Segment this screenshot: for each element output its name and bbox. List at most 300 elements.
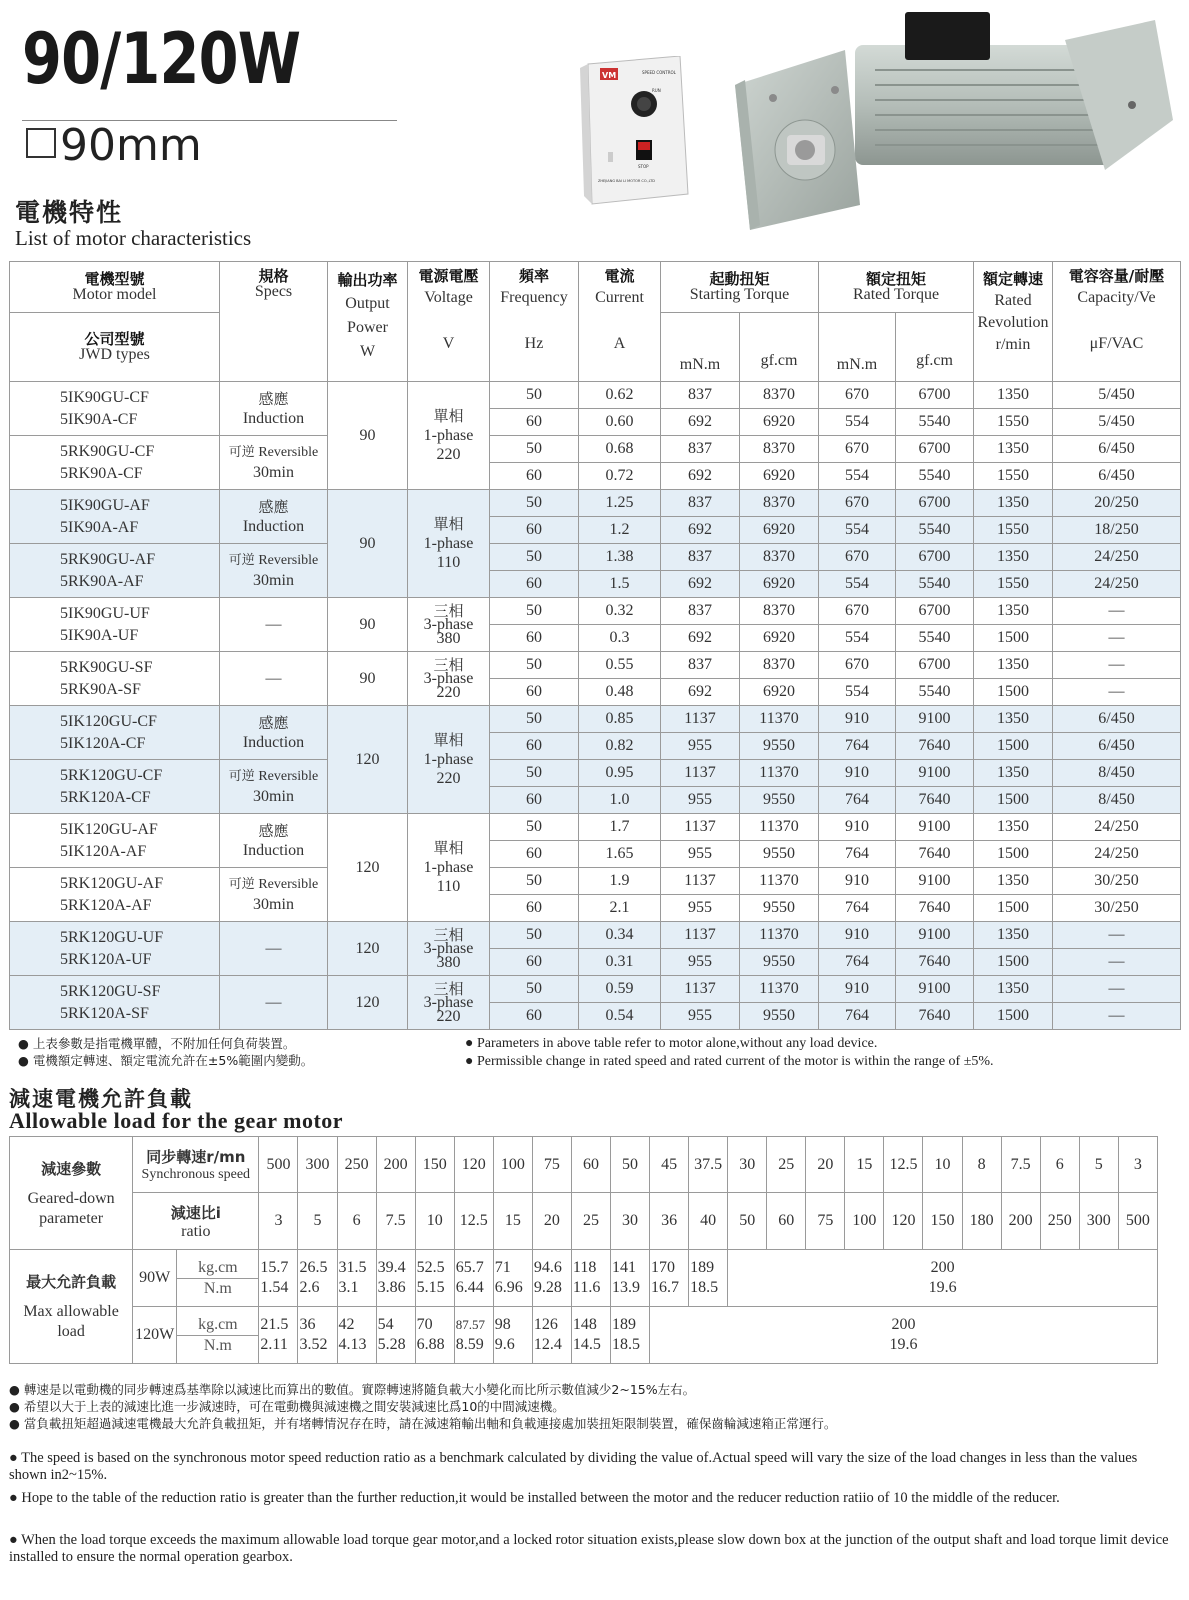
motor-characteristics-table (9, 261, 1181, 1030)
frequency-cell: 60 (490, 571, 579, 598)
start-mnm-cell: 955 (661, 1003, 740, 1030)
start-mnm-cell: 692 (661, 409, 740, 436)
start-gfcm-cell: 11370 (740, 976, 819, 1003)
frequency-cell: 50 (490, 868, 579, 895)
load-kgcm: 170 (651, 1259, 676, 1276)
voltage-value: 110 (436, 878, 461, 895)
load-row (10, 1307, 1158, 1364)
specs-cell: — (220, 922, 328, 976)
start-gfcm-cell: 6920 (740, 463, 819, 490)
ratio-value: 12.5 (454, 1193, 493, 1250)
start-mnm-cell: 955 (661, 841, 740, 868)
current-cell: 0.85 (579, 706, 661, 733)
rated-mnm-cell: 910 (819, 706, 896, 733)
max-load-cell (10, 1250, 133, 1364)
sync-speed-value: 300 (298, 1137, 337, 1193)
load-kgcm: 54 (377, 1316, 394, 1333)
capacity-cell: 24/250 (1053, 841, 1181, 868)
current-cell: 0.62 (579, 382, 661, 409)
load-value (571, 1307, 610, 1364)
start-gfcm-cell: 9550 (740, 1003, 819, 1030)
model-name: 5RK90GU-SF (60, 658, 153, 676)
rated-gfcm-cell: 6700 (896, 382, 974, 409)
start-gfcm-cell: 8370 (740, 436, 819, 463)
frequency-cell: 50 (490, 814, 579, 841)
spec-time: 30min (253, 464, 294, 481)
note-en-1: Parameters in above table refer to motor alone,without any load device. (476, 1036, 878, 1051)
table-row (10, 382, 1181, 409)
model-name: 5IK90A-CF (60, 410, 138, 428)
voltage-value: 220 (436, 446, 461, 463)
bnote-zh-2: 希望以大于上表的減速比進一步減速時，可在電動機與減速機之間安裝減速比爲10的中間減速機。 (23, 1399, 565, 1414)
rated-gfcm-cell: 5540 (896, 625, 974, 652)
load-nm: 4.13 (338, 1336, 367, 1353)
start-gfcm-cell: 9550 (740, 733, 819, 760)
table-row (10, 760, 1181, 787)
ratio-value: 5 (298, 1193, 337, 1250)
page-title: 90/120W (22, 18, 301, 100)
model-cell (10, 922, 220, 976)
brand-logo-text: VM (602, 71, 617, 80)
frequency-cell: 60 (490, 841, 579, 868)
table-row (10, 598, 1181, 625)
sync-speed-value: 200 (376, 1137, 415, 1193)
start-mnm-cell: 1137 (661, 760, 740, 787)
voltage-cell (408, 922, 490, 976)
voltage-cell (408, 490, 490, 598)
load-power: 120W (133, 1307, 177, 1364)
voltage-cell (408, 814, 490, 922)
capacity-cell: 30/250 (1053, 895, 1181, 922)
load-rest (650, 1307, 1158, 1364)
model-name: 5IK120GU-CF (60, 712, 157, 730)
load-value (493, 1250, 532, 1307)
model-name: 5IK90GU-CF (60, 388, 149, 406)
start-mnm-cell: 1137 (661, 706, 740, 733)
header-specs: 規格 Specs (220, 262, 328, 382)
capacity-cell: — (1053, 976, 1181, 1003)
load-nm: 18.5 (690, 1279, 719, 1296)
sync-speed-value: 120 (454, 1137, 493, 1193)
current-cell: 0.48 (579, 679, 661, 706)
speed-cell: 1350 (974, 436, 1053, 463)
frequency-cell: 50 (490, 760, 579, 787)
load-kgcm: 189 (690, 1259, 715, 1276)
load-nm: 1.54 (260, 1279, 289, 1296)
bottom-notes-zh: ● 轉速是以電動機的同步轉速爲基準除以減速比而算出的數值。實際轉速將隨負載大小變化而比所示數值減少2~15%左右。 ● 希望以大于上表的減速比進一步減速時，可在電動機與減速機之間安裝減速比爲10的中間減速機。 ● 當負載扭矩超過減速電機最大允許負載扭矩，并有堵轉情況存在時，請在減速箱輸出軸和負載連接處加裝扭矩限制裝置，確保齒輪減速箱正常運行。 (9, 1382, 837, 1431)
sync-speed-value: 50 (610, 1137, 649, 1193)
current-cell: 0.54 (579, 1003, 661, 1030)
start-gfcm-cell: 8370 (740, 652, 819, 679)
load-value (689, 1250, 728, 1307)
frequency-cell: 60 (490, 1003, 579, 1030)
ratio-value: 500 (1118, 1193, 1157, 1250)
model-name: 5RK120GU-CF (60, 766, 163, 784)
capacity-cell: — (1053, 652, 1181, 679)
start-mnm-cell: 837 (661, 652, 740, 679)
load-value (298, 1250, 337, 1307)
frequency-cell: 50 (490, 652, 579, 679)
model-cell (10, 976, 220, 1030)
load-rest-kgcm: 200 (930, 1259, 955, 1276)
model-name: 5IK120A-CF (60, 734, 146, 752)
spec-en: Induction (242, 733, 305, 751)
sync-speed-value: 8 (962, 1137, 1001, 1193)
ratio-value: 250 (1040, 1193, 1079, 1250)
table-row (10, 976, 1181, 1003)
capacity-cell: 6/450 (1053, 436, 1181, 463)
load-value (650, 1250, 689, 1307)
ratio-value: 7.5 (376, 1193, 415, 1250)
model-cell (10, 544, 220, 598)
ratio-value: 50 (728, 1193, 767, 1250)
load-value (259, 1307, 298, 1364)
header-voltage: 電源電壓 Voltage V (408, 262, 490, 382)
start-mnm-cell: 1137 (661, 868, 740, 895)
spec-zh: 可逆 (228, 445, 255, 460)
start-mnm-cell: 692 (661, 679, 740, 706)
load-kgcm: 26.5 (299, 1259, 328, 1276)
rated-gfcm-cell: 6700 (896, 544, 974, 571)
bottom-notes-en-1: ● The speed is based on the synchronous motor speed reduction ratio as a benchmark calculated by dividing the value of.Actual speed will vary the size of the load changes in less than the values shown in2~15%. (9, 1450, 1138, 1483)
spec-reversible (220, 442, 327, 463)
load-value (454, 1307, 493, 1364)
model-name: 5IK90A-AF (60, 518, 139, 536)
load-value (415, 1307, 454, 1364)
header-start-gfcm: gf.cm (740, 313, 819, 382)
spec-en: Reversible (254, 877, 319, 892)
frequency-cell: 50 (490, 598, 579, 625)
model-name: 5RK120GU-AF (60, 874, 164, 892)
sync-speed-value: 100 (493, 1137, 532, 1193)
load-nm: 11.6 (572, 1279, 601, 1296)
current-cell: 0.32 (579, 598, 661, 625)
ratio-value: 75 (806, 1193, 845, 1250)
sync-speed-value: 12.5 (884, 1137, 923, 1193)
speed-cell: 1350 (974, 382, 1053, 409)
header-jwd: 公司型號 JWD types (10, 313, 220, 382)
speed-cell: 1550 (974, 409, 1053, 436)
capacity-cell: 20/250 (1053, 490, 1181, 517)
frequency-cell: 60 (490, 409, 579, 436)
speed-cell: 1350 (974, 976, 1053, 1003)
load-nm: 3.86 (377, 1279, 406, 1296)
load-kgcm: 71 (494, 1259, 511, 1276)
frequency-cell: 60 (490, 625, 579, 652)
start-mnm-cell: 955 (661, 733, 740, 760)
rated-gfcm-cell: 7640 (896, 895, 974, 922)
frequency-cell: 60 (490, 895, 579, 922)
rated-mnm-cell: 764 (819, 841, 896, 868)
load-units (177, 1250, 259, 1307)
table-row (10, 706, 1181, 733)
model-name: 5RK90GU-CF (60, 442, 155, 460)
capacity-cell: 30/250 (1053, 868, 1181, 895)
ratio-value: 10 (415, 1193, 454, 1250)
current-cell: 1.0 (579, 787, 661, 814)
load-value (571, 1250, 610, 1307)
capacity-cell: — (1053, 598, 1181, 625)
spec-zh: 感應 (258, 389, 289, 408)
spec-en: Reversible (254, 769, 319, 784)
spec-time: 30min (253, 572, 294, 589)
unit-nm: N.m (177, 1278, 258, 1299)
load-rest-nm: 19.6 (928, 1279, 957, 1296)
speed-cell: 1500 (974, 1003, 1053, 1030)
speed-cell: 1500 (974, 787, 1053, 814)
power-cell: 90 (328, 598, 408, 652)
speed-cell: 1500 (974, 895, 1053, 922)
current-cell: 0.59 (579, 976, 661, 1003)
current-cell: 0.31 (579, 949, 661, 976)
voltage-phase: 3-phase (423, 669, 474, 687)
current-cell: 0.82 (579, 733, 661, 760)
spec-reversible (220, 766, 327, 787)
spec-time: 30min (253, 788, 294, 805)
rated-mnm-cell: 670 (819, 382, 896, 409)
spec-zh: 感應 (258, 713, 289, 732)
header-current: 電流 Current A (579, 262, 661, 382)
capacity-cell: 24/250 (1053, 544, 1181, 571)
current-cell: 0.55 (579, 652, 661, 679)
load-kgcm: 118 (572, 1259, 597, 1276)
load-nm: 6.88 (416, 1336, 445, 1353)
ratio-value: 180 (962, 1193, 1001, 1250)
start-gfcm-cell: 11370 (740, 760, 819, 787)
header-rated-mnm: mN.m (819, 313, 896, 382)
start-mnm-cell: 692 (661, 571, 740, 598)
start-mnm-cell: 837 (661, 490, 740, 517)
header-starting-torque: 起動扭矩 Starting Torque (661, 262, 819, 313)
spec-en: Reversible (254, 445, 319, 460)
specs-cell (220, 706, 328, 760)
sync-speed-value: 7.5 (1001, 1137, 1040, 1193)
load-nm: 2.6 (299, 1279, 320, 1296)
start-gfcm-cell: 11370 (740, 706, 819, 733)
model-cell (10, 868, 220, 922)
frequency-cell: 60 (490, 463, 579, 490)
start-gfcm-cell: 6920 (740, 625, 819, 652)
capacity-cell: 24/250 (1053, 571, 1181, 598)
ratio-value: 120 (884, 1193, 923, 1250)
power-cell: 120 (328, 706, 408, 814)
start-gfcm-cell: 8370 (740, 382, 819, 409)
ratio-value: 200 (1001, 1193, 1040, 1250)
header-model: 電機型號 Motor model (10, 262, 220, 313)
frequency-cell: 60 (490, 517, 579, 544)
current-cell: 2.1 (579, 895, 661, 922)
speed-cell: 1500 (974, 949, 1053, 976)
load-nm: 6.44 (455, 1279, 484, 1296)
motor-table-body (10, 382, 1181, 1030)
speed-cell: 1350 (974, 490, 1053, 517)
load-kgcm: 87.57 (455, 1317, 485, 1332)
load-kgcm: 141 (611, 1259, 636, 1276)
header-rated-speed: 額定轉速 Rated Revolution r/min (974, 262, 1053, 382)
voltage-value: 110 (436, 554, 461, 571)
sync-speed-value: 3 (1118, 1137, 1157, 1193)
start-gfcm-cell: 8370 (740, 544, 819, 571)
frequency-cell: 60 (490, 679, 579, 706)
voltage-phase: 1-phase (423, 427, 474, 444)
header-power: 輸出功率 Output Power W (328, 262, 408, 382)
model-cell (10, 652, 220, 706)
load-nm: 9.28 (533, 1279, 562, 1296)
start-gfcm-cell: 9550 (740, 949, 819, 976)
sync-speed-value: 37.5 (689, 1137, 728, 1193)
capacity-cell: — (1053, 949, 1181, 976)
ratio-zh: 減速比i (170, 1203, 221, 1222)
power-cell: 120 (328, 922, 408, 976)
speed-cell: 1350 (974, 652, 1053, 679)
ratio-en: ratio (181, 1222, 211, 1240)
load-kgcm: 31.5 (338, 1259, 367, 1276)
note-zh-2: 電機額定轉速、額定電流允許在±5%範圍内變動。 (32, 1053, 314, 1068)
ratio-value: 25 (571, 1193, 610, 1250)
specs-cell (220, 814, 328, 868)
rated-mnm-cell: 910 (819, 760, 896, 787)
table-row (10, 490, 1181, 517)
load-nm: 14.5 (572, 1336, 601, 1353)
load-value (298, 1307, 337, 1364)
start-mnm-cell: 692 (661, 517, 740, 544)
load-units (177, 1307, 259, 1364)
voltage-zh: 單相 (433, 839, 464, 857)
frequency-cell: 50 (490, 436, 579, 463)
param-en: Geared-down parameter (27, 1189, 115, 1227)
load-nm: 5.15 (416, 1279, 445, 1296)
square-icon (26, 128, 56, 158)
start-mnm-cell: 1137 (661, 976, 740, 1003)
model-name: 5RK90A-SF (60, 680, 141, 698)
geared-param-cell (10, 1137, 133, 1250)
rated-mnm-cell: 764 (819, 1003, 896, 1030)
current-cell: 1.5 (579, 571, 661, 598)
frame-size-value: 90mm (60, 120, 202, 171)
capacity-cell: 8/450 (1053, 760, 1181, 787)
voltage-zh: 單相 (433, 407, 464, 425)
model-cell (10, 382, 220, 436)
frame-size (26, 120, 202, 171)
unit-kgcm: kg.cm (198, 1315, 238, 1333)
rated-mnm-cell: 764 (819, 949, 896, 976)
load-value (610, 1307, 649, 1364)
sync-speed-value: 250 (337, 1137, 376, 1193)
bnote-zh-3: 當負載扭矩超過減速電機最大允許負載扭矩，并有堵轉情況存在時，請在減速箱輸出軸和負載連接處加裝扭矩限制裝置，確保齒輪減速箱正常運行。 (23, 1416, 837, 1431)
rated-gfcm-cell: 6700 (896, 598, 974, 625)
power-cell: 90 (328, 382, 408, 490)
table-row (10, 814, 1181, 841)
current-cell: 1.9 (579, 868, 661, 895)
voltage-value: 220 (436, 770, 461, 787)
load-nm: 13.9 (611, 1279, 640, 1296)
model-name: 5IK90A-UF (60, 626, 139, 644)
model-name: 5RK120GU-UF (60, 928, 164, 946)
voltage-cell (408, 598, 490, 652)
spec-zh: 感應 (258, 497, 289, 516)
load-kgcm: 98 (494, 1316, 511, 1333)
bottom-notes-en-3: ● When the load torque exceeds the maximum allowable load torque gear motor,and a locked rotor situation exists,please slow down box at the junction of the output shaft and load torque limit device installed to ensure the normal operation gearbox. (9, 1532, 1169, 1565)
ratio-value: 300 (1079, 1193, 1118, 1250)
load-kgcm: 148 (572, 1316, 597, 1333)
voltage-zh: 三相 (433, 979, 464, 998)
start-mnm-cell: 692 (661, 463, 740, 490)
notes-en: ● Parameters in above table refer to motor alone,without any load device. ● Permissible change in rated speed and rated current of the motor is within the range of ±5%. (465, 1036, 994, 1069)
current-cell: 1.2 (579, 517, 661, 544)
spec-zh: 感應 (258, 821, 289, 840)
specs-cell (220, 868, 328, 922)
rated-gfcm-cell: 9100 (896, 814, 974, 841)
start-mnm-cell: 837 (661, 436, 740, 463)
voltage-phase: 1-phase (423, 535, 474, 552)
speed-cell: 1350 (974, 598, 1053, 625)
voltage-cell (408, 382, 490, 490)
capacity-cell: 18/250 (1053, 517, 1181, 544)
load-value (376, 1250, 415, 1307)
table-row (10, 922, 1181, 949)
start-mnm-cell: 955 (661, 949, 740, 976)
power-cell: 120 (328, 976, 408, 1030)
specs-cell (220, 382, 328, 436)
rated-gfcm-cell: 9100 (896, 922, 974, 949)
rated-mnm-cell: 910 (819, 814, 896, 841)
ratio-value: 36 (650, 1193, 689, 1250)
start-gfcm-cell: 8370 (740, 598, 819, 625)
voltage-phase: 3-phase (423, 615, 474, 633)
model-name: 5RK120A-UF (60, 950, 152, 968)
voltage-zh: 單相 (433, 515, 464, 533)
load-rest-kgcm: 200 (891, 1316, 916, 1333)
load-value (493, 1307, 532, 1364)
model-name: 5IK120A-AF (60, 842, 147, 860)
load-row (10, 1250, 1158, 1307)
rated-mnm-cell: 910 (819, 868, 896, 895)
sync-speed-value: 45 (650, 1137, 689, 1193)
model-cell (10, 490, 220, 544)
ratio-value: 20 (532, 1193, 571, 1250)
speed-cell: 1550 (974, 463, 1053, 490)
rated-mnm-cell: 554 (819, 625, 896, 652)
sync-speed-value: 5 (1079, 1137, 1118, 1193)
load-kgcm: 15.7 (260, 1259, 289, 1276)
header-start-mnm: mN.m (661, 313, 740, 382)
load-value (532, 1307, 571, 1364)
load-nm: 6.96 (494, 1279, 523, 1296)
speed-cell: 1350 (974, 706, 1053, 733)
current-cell: 1.7 (579, 814, 661, 841)
load-kgcm: 36 (299, 1316, 316, 1333)
ratio-value: 3 (259, 1193, 298, 1250)
header-capacity: 電容容量/耐壓 Capacity/Ve μF/VAC (1053, 262, 1181, 382)
sync-speed-value: 30 (728, 1137, 767, 1193)
sync-zh: 同步轉速r/mn (146, 1148, 246, 1166)
rated-mnm-cell: 554 (819, 517, 896, 544)
model-name: 5RK120A-CF (60, 788, 151, 806)
speed-cell: 1500 (974, 625, 1053, 652)
run-label: RUN (652, 88, 661, 93)
start-gfcm-cell: 8370 (740, 490, 819, 517)
load-kgcm: 126 (533, 1316, 558, 1333)
load-nm: 9.6 (494, 1336, 515, 1353)
allowable-load-table (9, 1136, 1158, 1364)
start-gfcm-cell: 9550 (740, 787, 819, 814)
ratio-value: 6 (337, 1193, 376, 1250)
start-gfcm-cell: 6920 (740, 409, 819, 436)
current-cell: 0.3 (579, 625, 661, 652)
section2-title-zh: 減速電機允許負載 (9, 1087, 193, 1111)
load-value (337, 1250, 376, 1307)
section-title-en: List of motor characteristics (15, 226, 252, 250)
